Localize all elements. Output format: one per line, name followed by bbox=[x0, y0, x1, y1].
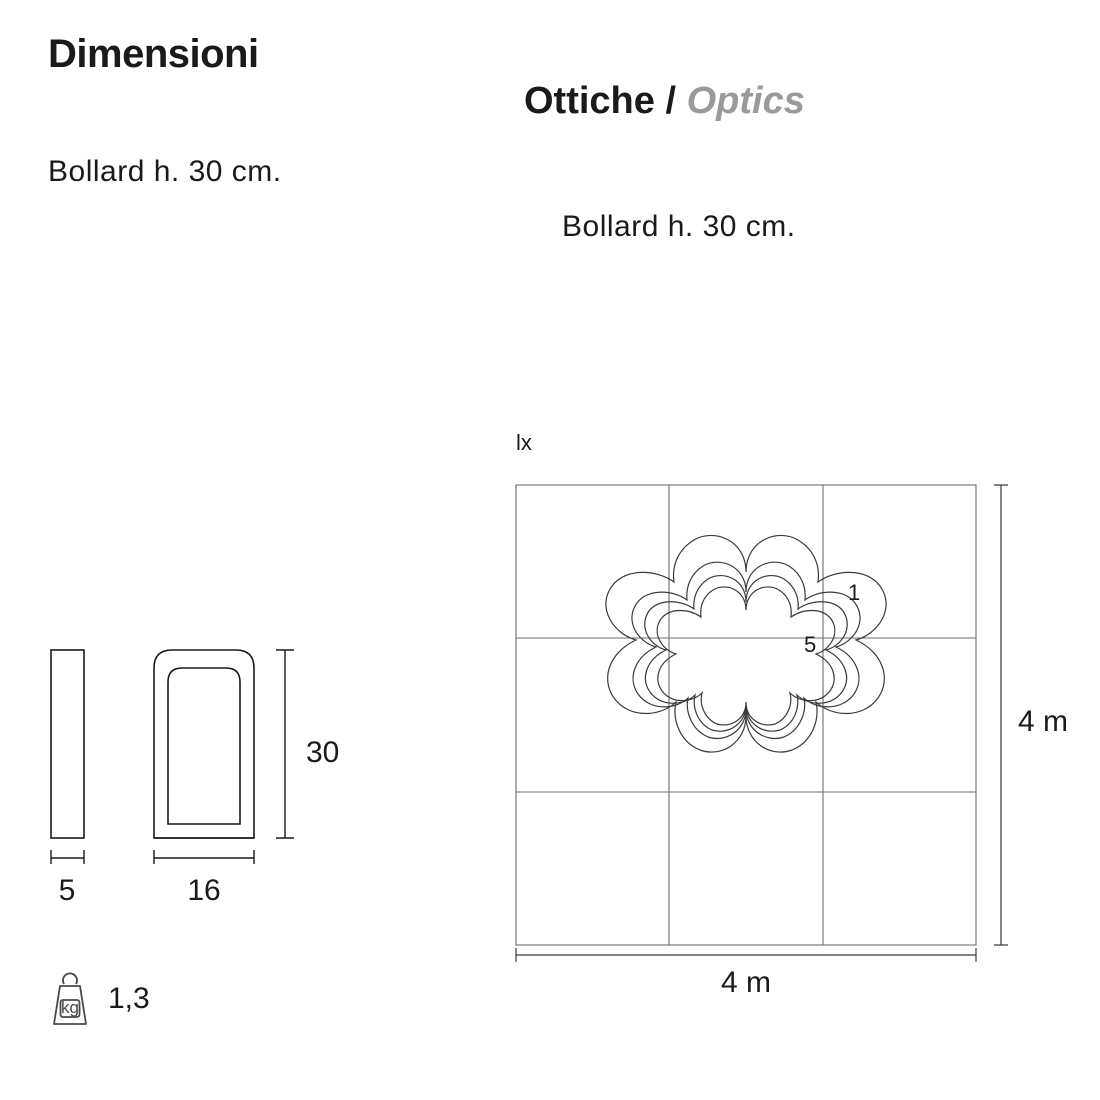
weight-unit-label: kg bbox=[61, 998, 79, 1017]
depth-dimension-line bbox=[51, 850, 84, 864]
weight-icon bbox=[46, 968, 94, 1030]
isolux-label-1lx: 1 bbox=[848, 580, 861, 605]
optics-title bbox=[524, 80, 805, 123]
isolux-diagram bbox=[500, 420, 1080, 1000]
isolux-diagram-svg bbox=[500, 420, 1080, 1000]
optics-title-en: Optics bbox=[686, 80, 805, 122]
isolux-vertical-dimension bbox=[994, 485, 1008, 945]
width-dimension-label: 16 bbox=[187, 874, 221, 907]
isolux-unit-label: lx bbox=[516, 430, 532, 455]
side-view-outline bbox=[51, 650, 84, 838]
height-dimension-line bbox=[276, 650, 294, 838]
width-dimension-line bbox=[154, 850, 254, 864]
isolux-label-5lx: 5 bbox=[804, 632, 817, 657]
optics-title-it: Ottiche bbox=[524, 80, 655, 122]
dimension-drawing-svg bbox=[30, 620, 430, 920]
isolux-horizontal-dimension-label: 4 m bbox=[720, 966, 772, 999]
weight-value: 1,3 bbox=[108, 982, 150, 1015]
optics-subtitle: Bollard h. 30 cm. bbox=[562, 210, 796, 243]
weight-row bbox=[46, 968, 150, 1030]
isolux-vertical-dimension-label: 4 m bbox=[1018, 704, 1069, 738]
height-dimension-label: 30 bbox=[306, 735, 340, 769]
front-view-inner-panel bbox=[168, 668, 240, 824]
isolux-horizontal-dimension bbox=[516, 948, 976, 962]
isolux-contours bbox=[606, 535, 886, 752]
page-title: Dimensioni bbox=[48, 32, 259, 76]
dimension-drawing bbox=[30, 620, 430, 920]
depth-dimension-label: 5 bbox=[58, 874, 76, 907]
optics-title-separator: / bbox=[665, 80, 677, 122]
dimensions-subtitle: Bollard h. 30 cm. bbox=[48, 155, 282, 188]
